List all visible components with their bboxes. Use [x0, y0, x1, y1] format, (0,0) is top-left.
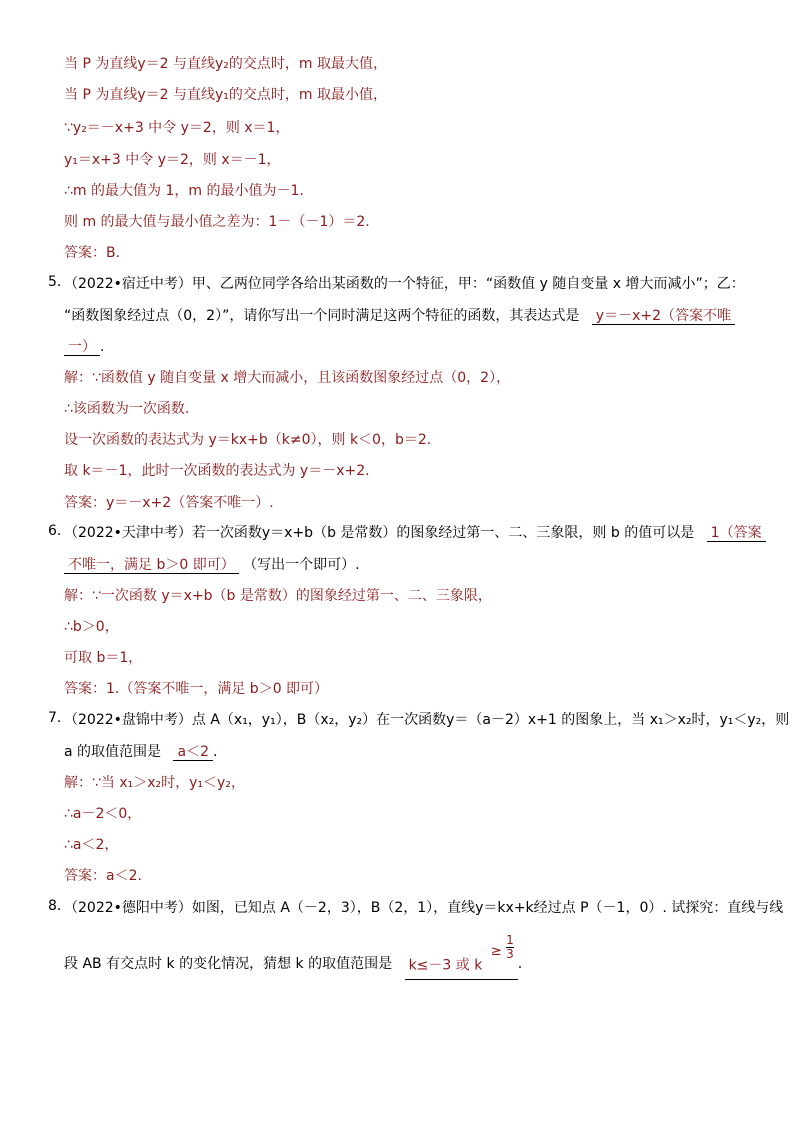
solution-line: 当 P 为直线y＝2 与直线y₂的交点时，m 取最大值， [64, 56, 387, 72]
answer-blank: 1（答案 [707, 525, 766, 542]
question-number: 6. [48, 523, 62, 539]
solution-line: 答案：a＜2. [64, 868, 142, 884]
solution-line: 解：∵一次函数 y＝x+b（b 是常数）的图象经过第一、二、三象限， [64, 588, 492, 604]
question-text-line2 [64, 933, 523, 980]
question-text: a 的取值范围是 [64, 744, 162, 760]
ge-sign: ≥ [490, 944, 502, 959]
answer-blank: a＜2 [173, 744, 213, 761]
solution-line: ∴a－2＜0， [64, 806, 142, 822]
answer-blank [405, 933, 518, 980]
question-text-line3 [64, 337, 104, 357]
question-text-line2 [64, 742, 217, 762]
answer-text: k≤－3 或 k [408, 957, 483, 974]
question-end: （写出一个即可）. [243, 557, 360, 573]
answer-blank: 一） [64, 339, 100, 356]
question-number: 5. [48, 274, 62, 290]
solution-line: ∴b＞0， [64, 619, 119, 635]
question-text: （2022•德阳中考）如图，已知点 A（－2，3），B（2，1），直线y＝kx+k经过点 P（－1，0）. 试探究：直线与线 [64, 900, 784, 916]
solution-line: 解：∵函数值 y 随自变量 x 增大而减小，且该函数图象经过点（0，2）， [64, 370, 511, 386]
question-text-line2 [64, 306, 735, 326]
question-text: （2022•宿迁中考）甲、乙两位同学各给出某函数的一个特征，甲：“函数值 y 随自变量 x 增大而减小”；乙： [64, 276, 745, 292]
fraction-denominator: 3 [506, 947, 514, 961]
question-number: 7. [48, 710, 62, 726]
solution-line: 当 P 为直线y＝2 与直线y₁的交点时，m 取最小值， [64, 87, 387, 103]
fraction-numerator: 1 [506, 933, 514, 947]
solution-line: 答案：y＝－x+2（答案不唯一）. [64, 495, 274, 511]
solution-line: y₁＝x+3 中令 y＝2，则 x＝－1， [64, 152, 281, 168]
solution-line: 设一次函数的表达式为 y＝kx+b（k≠0），则 k＜0，b＝2. [64, 432, 432, 448]
solution-line: 答案：1.（答案不唯一，满足 b＞0 即可） [64, 681, 329, 697]
solution-line: ∴a＜2， [64, 837, 119, 853]
fraction [491, 945, 502, 958]
question-text: （2022•盘锦中考）点 A（x₁，y₁），B（x₂，y₂）在一次函数y＝（a－2）x+1 的图象上，当 x₁＞x₂时，y₁＜y₂，则 [64, 712, 790, 728]
answer-blank: 不唯一，满足 b＞0 即可） [64, 557, 239, 574]
solution-line: 取 k＝－1，此时一次函数的表达式为 y＝－x+2. [64, 463, 370, 479]
question-end: . [517, 956, 523, 972]
solution-line: 解：∵当 x₁＞x₂时，y₁＜y₂， [64, 775, 245, 791]
question-number: 8. [48, 898, 62, 914]
question-text: （2022•天津中考）若一次函数y＝x+b（b 是常数）的图象经过第一、二、三象限，则 b 的值可以是 [64, 525, 695, 541]
question-text-line1 [64, 523, 766, 543]
question-end: . [100, 339, 105, 355]
solution-line: 则 m 的最大值与最小值之差为：1－（－1）＝2. [64, 214, 370, 230]
answer-blank: y＝－x+2（答案不唯 [592, 308, 735, 325]
solution-line: ∴该函数为一次函数. [64, 401, 190, 417]
question-text: “函数图象经过点（0，2）”，请你写出一个同时满足这两个特征的函数，其表达式是 [64, 308, 580, 324]
question-end: . [212, 744, 218, 760]
solution-line: 答案：B. [64, 245, 121, 261]
solution-line: ∵y₂＝－x+3 中令 y＝2，则 x＝1， [64, 120, 290, 136]
question-text-line2 [64, 555, 360, 575]
fraction-one-third [506, 934, 514, 961]
question-text: 段 AB 有交点时 k 的变化情况，猜想 k 的取值范围是 [64, 956, 393, 972]
solution-line: 可取 b＝1， [64, 650, 143, 666]
solution-line: ∴m 的最大值为 1，m 的最小值为－1. [64, 183, 304, 199]
